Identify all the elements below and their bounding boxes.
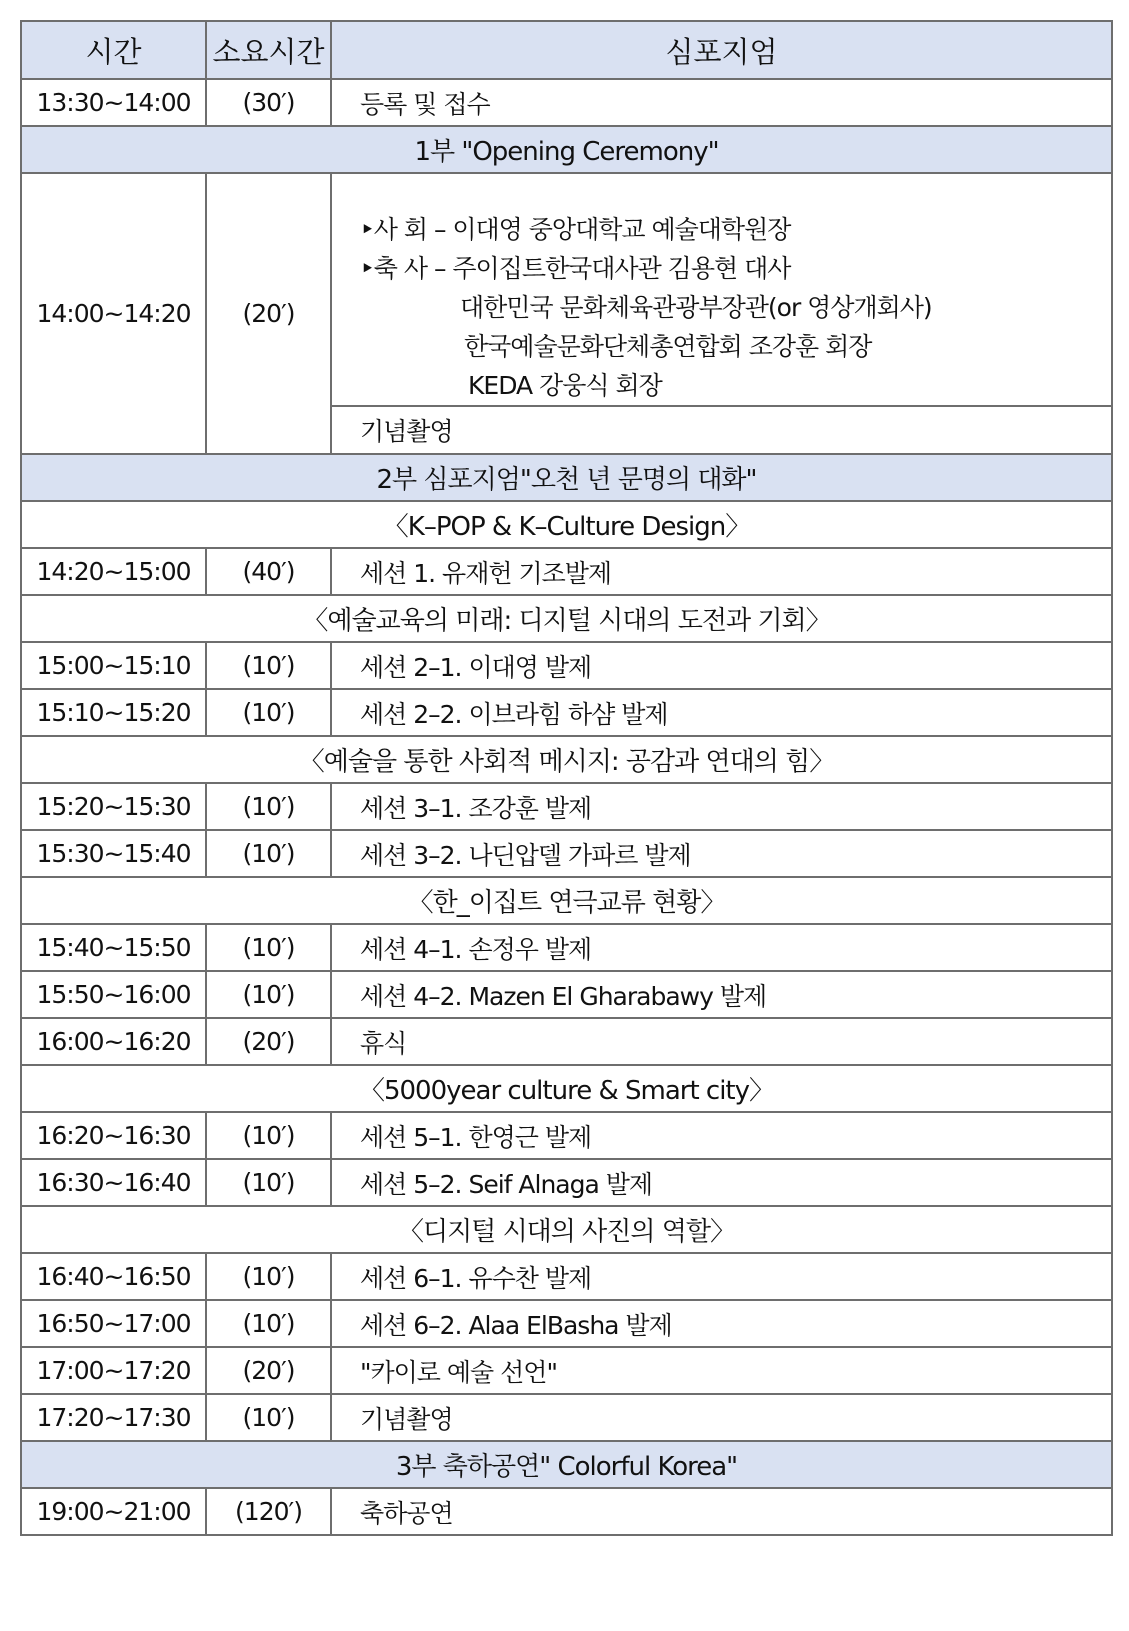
section-title: 〈예술교육의 미래: 디지털 시대의 도전과 기회〉 — [21, 595, 1112, 642]
duration-cell: (10′) — [206, 971, 331, 1018]
duration-cell: (30′) — [206, 79, 331, 126]
content-cell: 세션 5–1. 한영근 발제 — [331, 1112, 1112, 1159]
time-cell: 15:10~15:20 — [21, 689, 206, 736]
table-row — [21, 173, 1112, 406]
time-cell: 16:30~16:40 — [21, 1159, 206, 1206]
duration-cell: (10′) — [206, 689, 331, 736]
time-cell: 17:00~17:20 — [21, 1347, 206, 1394]
part-title: 2부 심포지엄"오천 년 문명의 대화" — [21, 454, 1112, 501]
section-row — [21, 877, 1112, 924]
program-line: 한국예술문화단체총연합회 조강훈 회장 — [464, 332, 872, 361]
content-cell: 세션 3–1. 조강훈 발제 — [331, 783, 1112, 830]
time-cell: 16:50~17:00 — [21, 1300, 206, 1347]
table-row — [21, 1488, 1112, 1535]
content-cell: 휴식 — [331, 1018, 1112, 1065]
table-row — [21, 1159, 1112, 1206]
time-cell: 15:20~15:30 — [21, 783, 206, 830]
part-row — [21, 126, 1112, 173]
section-title: 〈디지털 시대의 사진의 역할〉 — [21, 1206, 1112, 1253]
content-cell: 등록 및 접수 — [331, 79, 1112, 126]
section-row — [21, 1206, 1112, 1253]
part-title: 3부 축하공연" Colorful Korea" — [21, 1441, 1112, 1488]
duration-cell: (10′) — [206, 642, 331, 689]
time-cell: 17:20~17:30 — [21, 1394, 206, 1441]
content-cell: 세션 4–1. 손정우 발제 — [331, 924, 1112, 971]
table-row — [21, 971, 1112, 1018]
part-title: 1부 "Opening Ceremony" — [21, 126, 1112, 173]
duration-cell: (10′) — [206, 783, 331, 830]
time-cell: 15:40~15:50 — [21, 924, 206, 971]
table-row — [21, 548, 1112, 595]
section-title: 〈한_이집트 연극교류 현황〉 — [21, 877, 1112, 924]
section-title: 〈예술을 통한 사회적 메시지: 공감과 연대의 힘〉 — [21, 736, 1112, 783]
table-row — [21, 79, 1112, 126]
table-row — [21, 1300, 1112, 1347]
content-cell: 세션 6–2. Alaa ElBasha 발제 — [331, 1300, 1112, 1347]
time-cell: 16:40~16:50 — [21, 1253, 206, 1300]
time-cell: 13:30~14:00 — [21, 79, 206, 126]
content-cell: "카이로 예술 선언" — [331, 1347, 1112, 1394]
schedule-table — [20, 20, 1113, 1536]
table-row — [21, 1018, 1112, 1065]
content-cell: 세션 1. 유재헌 기조발제 — [331, 548, 1112, 595]
section-row — [21, 1065, 1112, 1112]
duration-cell: (20′) — [206, 1347, 331, 1394]
part-row — [21, 1441, 1112, 1488]
program-line: ‣사 회 – 이대영 중앙대학교 예술대학원장 — [360, 215, 791, 244]
table-row — [21, 689, 1112, 736]
duration-cell: (20′) — [206, 1018, 331, 1065]
table-row — [21, 1112, 1112, 1159]
program-line: 대한민국 문화체육관광부장관(or 영상개회사) — [460, 293, 932, 322]
time-cell: 14:00~14:20 — [21, 173, 206, 454]
section-row — [21, 736, 1112, 783]
section-title: 〈5000year culture & Smart city〉 — [21, 1065, 1112, 1112]
time-cell: 19:00~21:00 — [21, 1488, 206, 1535]
duration-cell: (10′) — [206, 1300, 331, 1347]
table-row — [21, 924, 1112, 971]
program-line: ‣축 사 – 주이집트한국대사관 김용현 대사 — [360, 254, 791, 283]
duration-cell: (120′) — [206, 1488, 331, 1535]
content-cell: 기념촬영 — [331, 406, 1112, 454]
content-cell: 세션 2–2. 이브라힘 하샴 발제 — [331, 689, 1112, 736]
table-row — [21, 1253, 1112, 1300]
duration-cell: (10′) — [206, 924, 331, 971]
section-row — [21, 501, 1112, 548]
content-cell: 세션 3–2. 나딘압델 가파르 발제 — [331, 830, 1112, 877]
table-row — [21, 1347, 1112, 1394]
duration-cell: (10′) — [206, 1253, 331, 1300]
table-row — [21, 642, 1112, 689]
section-title: 〈K–POP & K–Culture Design〉 — [21, 501, 1112, 548]
time-cell: 15:00~15:10 — [21, 642, 206, 689]
duration-cell: (10′) — [206, 1112, 331, 1159]
duration-cell: (20′) — [206, 173, 331, 454]
part-row — [21, 454, 1112, 501]
content-cell: 세션 2–1. 이대영 발제 — [331, 642, 1112, 689]
time-cell: 16:20~16:30 — [21, 1112, 206, 1159]
header-symposium: 심포지엄 — [331, 21, 1112, 79]
table-row — [21, 830, 1112, 877]
header-duration: 소요시간 — [206, 21, 331, 79]
time-cell: 16:00~16:20 — [21, 1018, 206, 1065]
content-cell: 세션 5–2. Seif Alnaga 발제 — [331, 1159, 1112, 1206]
duration-cell: (10′) — [206, 1159, 331, 1206]
header-row — [21, 21, 1112, 79]
time-cell: 15:30~15:40 — [21, 830, 206, 877]
header-time: 시간 — [21, 21, 206, 79]
duration-cell: (10′) — [206, 830, 331, 877]
content-cell: 세션 6–1. 유수찬 발제 — [331, 1253, 1112, 1300]
time-cell: 15:50~16:00 — [21, 971, 206, 1018]
time-cell: 14:20~15:00 — [21, 548, 206, 595]
ceremony-program-cell — [331, 173, 1112, 406]
duration-cell: (40′) — [206, 548, 331, 595]
content-cell: 기념촬영 — [331, 1394, 1112, 1441]
program-line: KEDA 강웅식 회장 — [468, 371, 662, 400]
content-cell: 세션 4–2. Mazen El Gharabawy 발제 — [331, 971, 1112, 1018]
content-cell: 축하공연 — [331, 1488, 1112, 1535]
table-row — [21, 783, 1112, 830]
duration-cell: (10′) — [206, 1394, 331, 1441]
table-row — [21, 1394, 1112, 1441]
section-row — [21, 595, 1112, 642]
